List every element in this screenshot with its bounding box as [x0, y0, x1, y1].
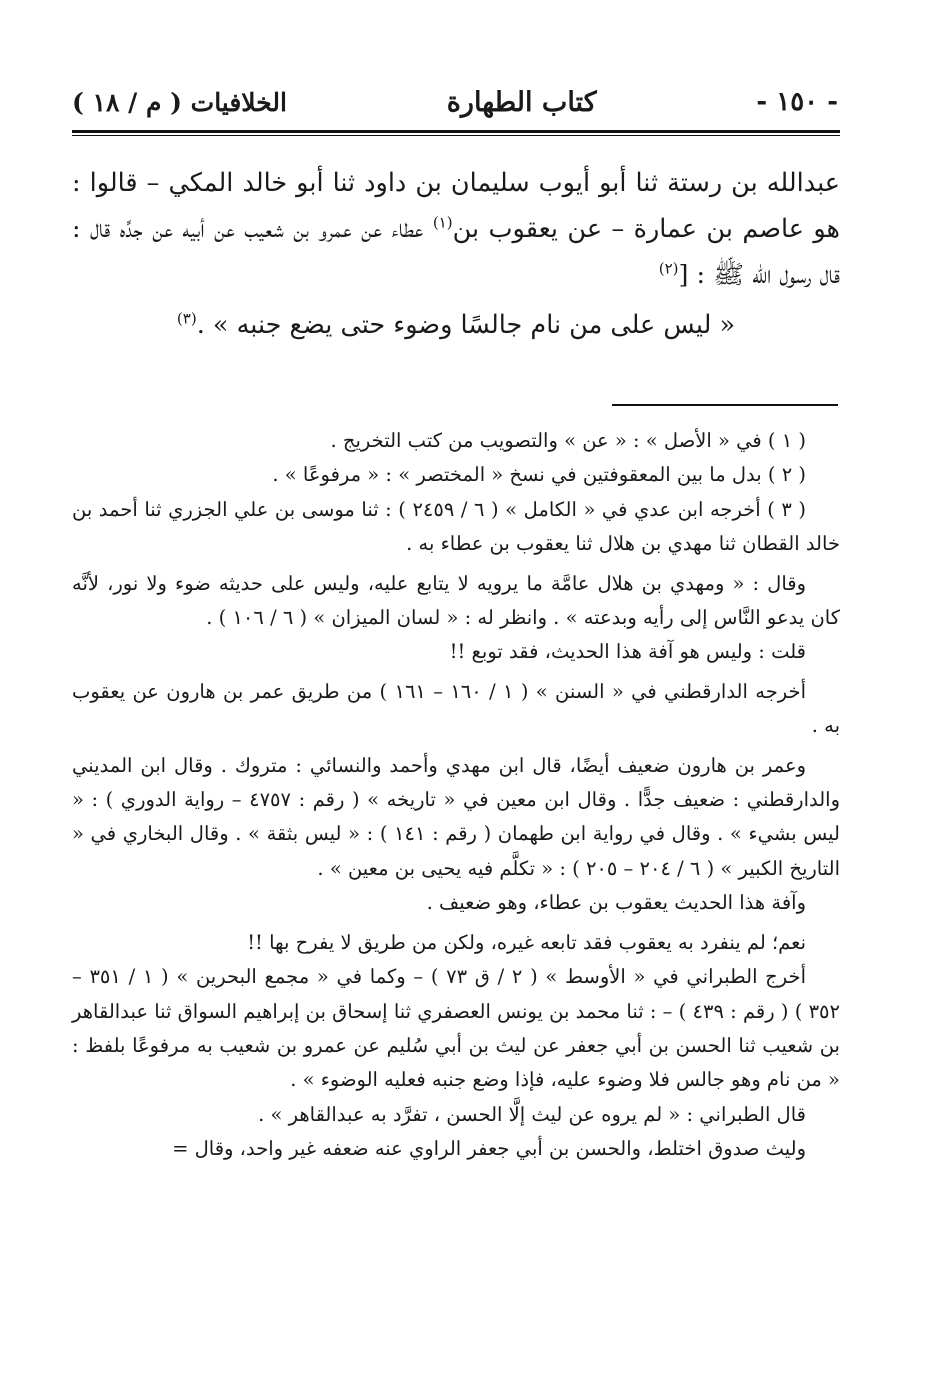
footnote-paragraph: أخرج الطبراني في « الأوسط » ( ٢ / ق ٧٣ ) – وكما في « مجمع البحرين » ( ١ / ٣٥١ – ٣٥٢ ) ( رقم : ٤٣٩ ) – : ثنا محمد بن يونس العصفري ثنا إسحاق بن إبراهيم السواق ثنا عبدالقاهر بن شعيب ثنا الحسن بن أبي جعفر عن ليث بن أبي سُليم عن عمرو بن شعيب به مرفوعًا بلفظ : « من نام وهو جالس فلا وضوء عليه، فإذا وضع جنبه فعليه الوضوء » . [72, 965, 840, 1092]
section-title: الخلافيات ( م / ١٨ ) [72, 87, 287, 117]
footnote-ref-2: (٢) [658, 259, 679, 278]
footnote-paragraph: أخرجه الدارقطني في « السنن » ( ١ / ١٦٠ – ١٦١ ) من طريق عمر بن هارون عن يعقوب به . [72, 679, 840, 738]
book-title: كتاب الطهارة [446, 86, 597, 118]
footnote-1: ( ١ ) في « الأصل » : « عن » والتصويب من كتب التخريج . [330, 429, 806, 452]
main-text-part1: عبدالله بن رستة ثنا أبو أيوب سليمان بن داود ثنا أبو خالد المكي – قالوا : هو عاصم بن عمارة – عن يعقوب بن [72, 168, 840, 244]
hadith-quote: « ليس على من نام جالسًا وضوء حتى يضع جنبه » . [196, 310, 736, 340]
footnote-2: ( ٢ ) بدل ما بين المعقوفتين في نسخ « المختصر » : « مرفوعًا » . [272, 463, 806, 487]
hadith-text [72, 302, 840, 348]
footnote-ref-3: (٣) [176, 309, 197, 328]
main-text-part2: عطاء عن عمرو بن شعيب عن أبيه عن جدِّه قال : قال رسول الله ﷺ : [ [72, 214, 840, 290]
footnote-paragraph: وقال : « ومهدي بن هلال عامَّة ما يرويه لا يتابع عليه، وليس على حديثه ضوء ولا نور، لأنَّه كان يدعو النَّاس إلى رأيه وبدعته » . وانظر له : « لسان الميزان » ( ٦ / ١٠٦ ) . [72, 571, 840, 630]
header-divider [72, 130, 840, 136]
footnote-paragraph: نعم؛ لم ينفرد به يعقوب فقد تابعه غيره، ولكن من طريق لا يفرح بها !! [247, 930, 806, 954]
main-paragraph [72, 160, 840, 298]
footnote-paragraph: وآفة هذا الحديث يعقوب بن عطاء، وهو ضعيف . [426, 891, 806, 915]
footnote-paragraph: وعمر بن هارون ضعيف أيضًا، قال ابن مهدي وأحمد والنسائي : متروك . وقال ابن المديني والدارقطني : ضعيف جدًّا . وقال ابن معين في « تاريخه » ( رقم : ٤٧٥٧ – رواية الدوري ) : « ليس بشيء » . وقال في رواية ابن طهمان ( رقم : ١٤١ ) : « ليس بثقة » . وقال البخاري في « التاريخ الكبير » ( ٦ / ٢٠٤ – ٢٠٥ ) : « تكلَّم فيه يحيى بن معين » . [72, 753, 841, 880]
footnote-3: ( ٣ ) أخرجه ابن عدي في « الكامل » ( ٦ / ٢٤٥٩ ) : ثنا موسى بن علي الجزري ثنا أحمد بن خالد القطان ثنا مهدي بن هلال ثنا يعقوب بن عطاء به . [72, 497, 840, 556]
page-header [72, 82, 838, 122]
footnote-paragraph: قلت : وليس هو آفة هذا الحديث، فقد توبع !! [449, 640, 806, 664]
footnote-paragraph: وليث صدوق اختلط، والحسن بن أبي جعفر الراوي عنه ضعفه غير واحد، وقال = [172, 1137, 806, 1161]
footnote-paragraph: قال الطبراني : « لم يروه عن ليث إلَّا الحسن ، تفرَّد به عبدالقاهر » . [258, 1102, 806, 1126]
main-text [72, 160, 840, 348]
footnotes [72, 424, 840, 1167]
page-number: - ١٥٠ - [756, 87, 838, 117]
footnote-ref-1: (١) [432, 213, 453, 232]
footnote-divider [612, 404, 838, 406]
